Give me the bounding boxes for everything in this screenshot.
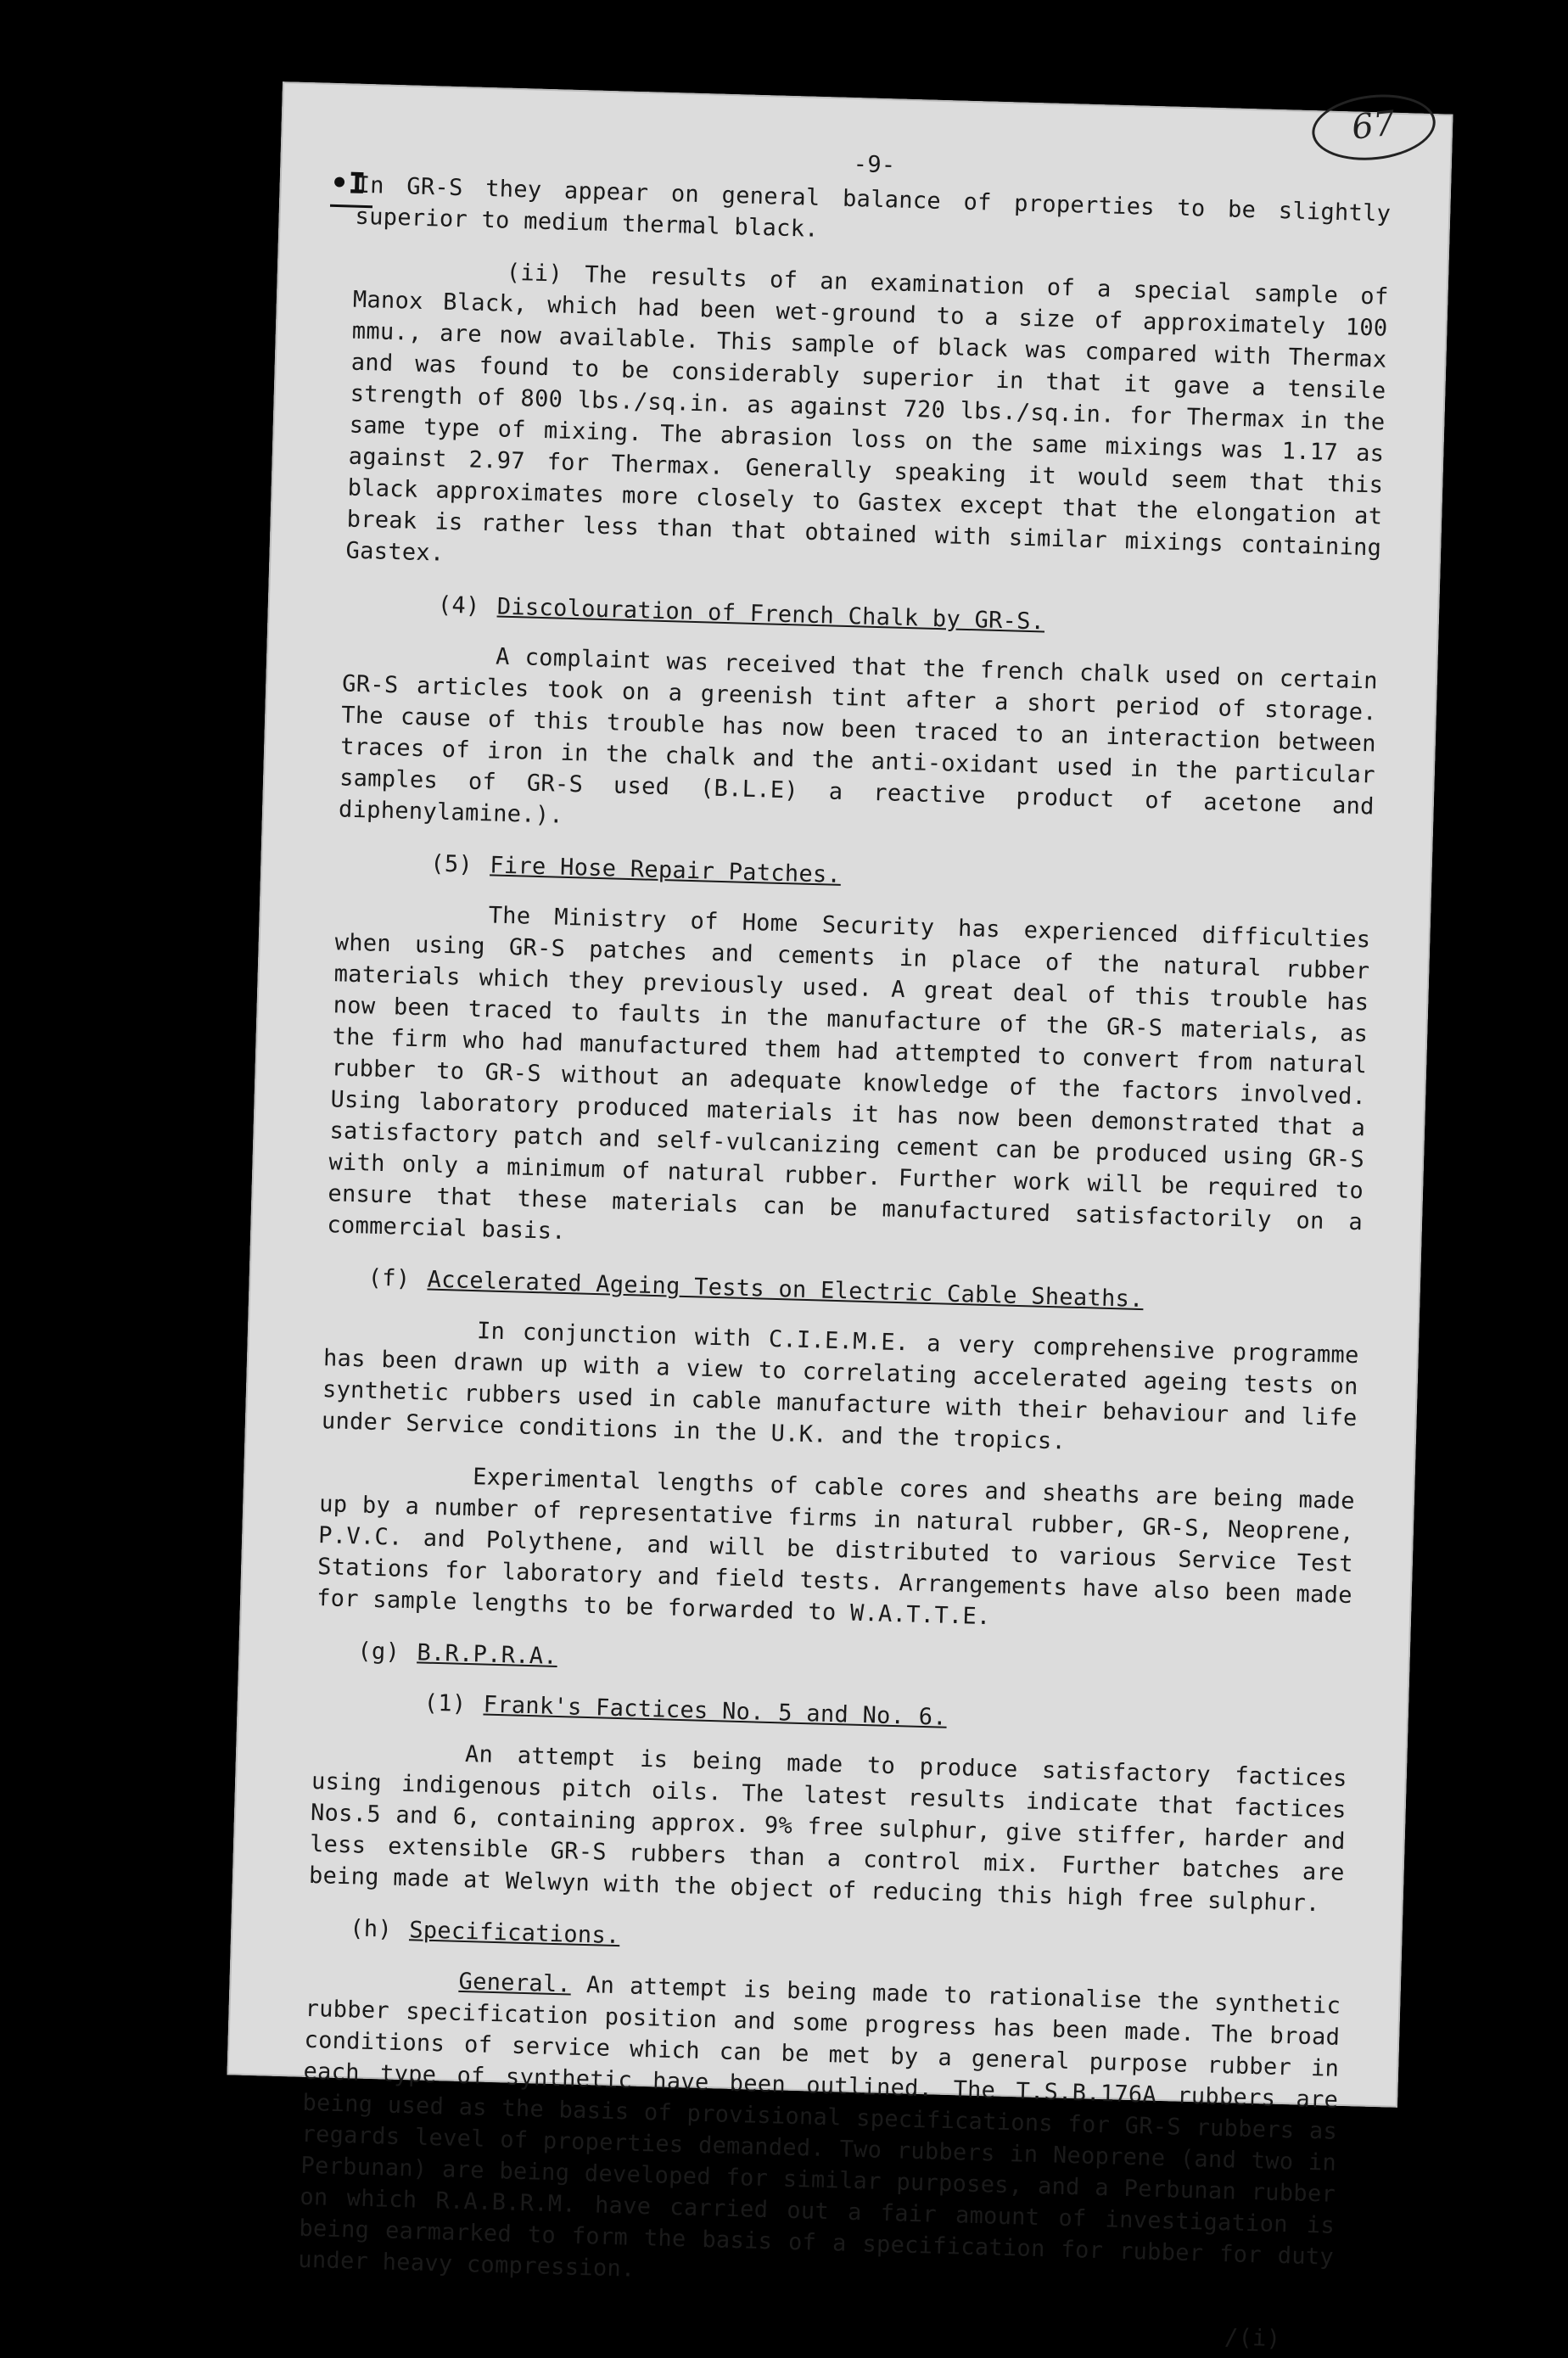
paragraph-text: An attempt is being made to rationalise the synthetic rubber specification position and some progress has been made. The broad conditions of service which can be met by a general purpose rubber in each type of synthetic have been outlined. The T.S.B.176A rubbers are being used as the basis of provisional specifications for GR-S rubbers as regards level of properties demanded. Two rubbers in Neoprene (and two in Perbunan) are being developed for similar purposes, and a Perbunan rubber on which R.A.B.R.M. have carried out a fair amount of investigation is being earmarked to form the basis of a specification for rubber for duty under heavy compression. xyxy=(297,1971,1341,2282)
section-title: B.R.P.R.A. xyxy=(417,1639,558,1670)
section-heading xyxy=(344,586,1380,647)
section-title: Discolouration of French Chalk by GR-S. xyxy=(496,593,1045,636)
paragraph: An attempt is being made to produce satisfactory factices using indigenous pitch oils. The latest results indicate that factices Nos.5 and 6, containing approx. 9% free sulphur, give stiffer, harder and less extensible GR-S rubbers than a control mix. Further batches are being made at Welwyn with the object of reducing this high free sulphur. xyxy=(308,1740,1348,1918)
margin-mark-text: •I xyxy=(330,165,367,201)
paragraph: The Ministry of Home Security has experienced difficulties when using GR-S patches and cements in place of the natural rubber materials which they previously used. A great deal of this trouble has now been traced to faults in the manufacture of the GR-S materials, as the firm who had manufactured them had attempted to convert from natural rubber to GR-S without an adequate knowledge of the factors involved. Using laboratory produced materials it has now been demonstrated that a satisfactory patch and self-vulcanizing cement can be produced using GR-S with only a minimum of natural rubber. Further work will be required to ensure that these materials can be manufactured satisfactorily on a commercial basis. xyxy=(327,902,1371,1246)
section-number: (5) xyxy=(429,850,473,878)
paragraph: A complaint was received that the french chalk used on certain GR-S articles took on a greenish tint after a short period of storage. The cause of this trouble has now been traced to an interaction between traces of iron in the chalk and the anti-oxidant used in the particular samples of GR-S used (B.L.E) a reactive product of acetone and diphenylamine.). xyxy=(338,643,1379,829)
section-number: (f) xyxy=(367,1264,411,1292)
paragraph xyxy=(298,1962,1341,2305)
margin-rule xyxy=(330,204,372,208)
paragraph: (ii) The results of an examination of a special sample of Manox Black, which had been wet-ground to a size of approximately 100 mmu., are now available. This sample of black was compared with Thermax and was found to be considerably superior in that it gave a tensile strength of 800 lbs./sq.in. as against 720 lbs./sq.in. for Thermax in the same type of mixing. The abrasion loss on the same mixings was 1.17 as against 2.97 for Thermax. Generally speaking it would seem that this black approximates more closely to Gastex except that the elongation at break is rather less than that obtained with similar mixings containing Gastex. xyxy=(345,259,1389,567)
section-heading xyxy=(337,845,1373,905)
paragraph: In GR-S they appear on general balance of properties to be slightly superior to medium thermal black. xyxy=(355,171,1392,243)
section-number: (1) xyxy=(423,1689,467,1717)
paragraph: In conjunction with C.I.E.M.E. a very comprehensive programme has been drawn up with a view to correlating accelerated ageing tests on synthetic rubbers used in cable manufacture with their behaviour and life under Service conditions in the U.K. and the tropics. xyxy=(321,1318,1360,1455)
section-heading xyxy=(313,1684,1349,1745)
section-heading xyxy=(325,1261,1361,1321)
folio-stamp: 67 xyxy=(1308,88,1439,166)
paragraph: Experimental lengths of cable cores and sheaths are being made up by a number of representative firms in natural rubber, GR-S, Neoprene, P.V.C. and Polythene, and will be distributed to various Service Test Stations for laboratory and field tests. Arrangements have also been made for sample lengths to be forwarded to W.A.T.T.E. xyxy=(316,1464,1356,1631)
section-title: Accelerated Ageing Tests on Electric Cable Sheaths. xyxy=(427,1266,1145,1313)
page-body xyxy=(297,135,1392,2353)
document-page xyxy=(227,81,1453,2353)
section-title: Specifications. xyxy=(408,1917,620,1950)
section-title: Frank's Factices No. 5 and No. 6. xyxy=(483,1691,948,1731)
paragraph-lead: General. xyxy=(458,1968,572,1998)
section-heading xyxy=(307,1912,1343,1972)
section-number: (4) xyxy=(437,591,481,619)
section-title: Fire Hose Repair Patches. xyxy=(489,852,842,888)
page-number: -9- xyxy=(853,151,896,179)
text-flow xyxy=(298,170,1392,2305)
catchword: /(i) xyxy=(1224,2324,1281,2353)
margin-mark xyxy=(330,165,373,208)
section-number: (g) xyxy=(357,1638,400,1666)
section-heading xyxy=(315,1634,1351,1694)
section-number: (h) xyxy=(349,1915,393,1943)
